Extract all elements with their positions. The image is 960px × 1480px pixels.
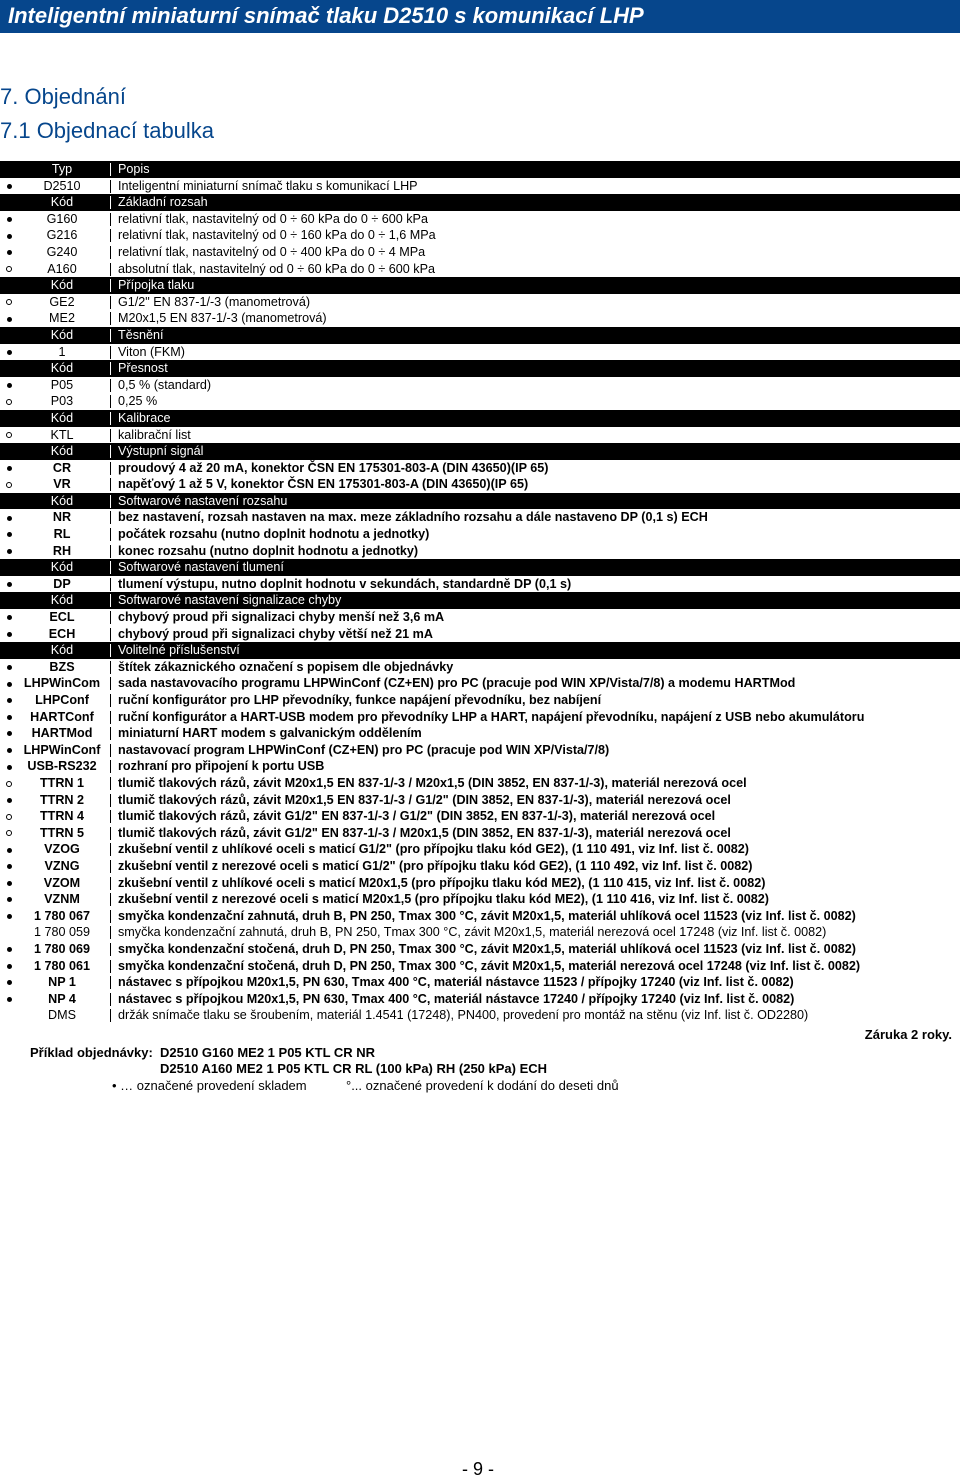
in-stock-bullet-icon (4, 875, 14, 892)
column-separator (110, 677, 111, 690)
column-separator (110, 545, 111, 558)
row-description: Softwarové nastavení rozsahu (118, 493, 288, 508)
row-description: nástavec s přípojkou M20x1,5, PN 630, Tmax 400 °C, materiál nástavce 17240 / přípojky 17240 (viz Inf. list č. 0082) (118, 991, 795, 1006)
row-description: miniaturní HART modem s galvanickým oddělením (118, 726, 422, 741)
row-description: chybový proud při signalizaci chyby větší než 21 mA (118, 626, 433, 641)
row-code: 1 780 059 (33, 925, 91, 940)
table-row (0, 526, 960, 543)
column-separator (110, 296, 111, 309)
order-example-1: D2510 G160 ME2 1 P05 KTL CR NR (160, 1045, 376, 1060)
table-row (0, 675, 960, 692)
row-description: Přípojka tlaku (118, 278, 195, 293)
table-row (0, 875, 960, 892)
row-code: VZOG (44, 842, 80, 857)
warranty-note: Záruka 2 roky. (864, 1027, 952, 1042)
in-stock-bullet-icon (4, 526, 14, 543)
table-row (0, 476, 960, 493)
ten-day-ring-icon (4, 476, 14, 493)
in-stock-bullet-icon (4, 792, 14, 809)
table-row (0, 858, 960, 875)
table-row (0, 709, 960, 726)
row-description: zkušební ventil z uhlíkové oceli s maticí M20x1,5 (pro přípojku tlaku kód ME2), (1 110 415, viz Inf. list č. 0082) (118, 875, 766, 890)
row-code: Typ (51, 162, 73, 176)
in-stock-bullet-icon (4, 941, 14, 958)
in-stock-bullet-icon (4, 841, 14, 858)
table-row (0, 908, 960, 925)
row-code: Kód (50, 560, 74, 575)
row-code: BZS (49, 659, 75, 674)
row-code: P03 (50, 394, 74, 409)
in-stock-bullet-icon (4, 709, 14, 726)
table-section-header (0, 642, 960, 659)
column-separator (110, 794, 111, 807)
row-code: 1 (58, 344, 66, 359)
row-description: absolutní tlak, nastavitelný od 0 ÷ 60 kPa do 0 ÷ 600 kPa (118, 261, 435, 276)
table-section-header (0, 327, 960, 344)
table-row (0, 261, 960, 278)
row-code: Kód (50, 444, 74, 459)
in-stock-bullet-icon (4, 858, 14, 875)
table-row (0, 294, 960, 311)
column-separator (110, 1009, 111, 1022)
row-description: Viton (FKM) (118, 344, 185, 359)
table-row (0, 692, 960, 709)
row-code: Kód (50, 593, 74, 608)
row-description: sada nastavovacího programu LHPWinConf (CZ+EN) pro PC (pracuje pod WIN XP/Vista/7/8) a modemu HARTMod (118, 676, 796, 691)
legend-ten-days: °... označené provedení k dodání do deseti dnů (346, 1078, 619, 1093)
order-example-2: D2510 A160 ME2 1 P05 KTL CR RL (100 kPa) RH (250 kPa) ECH (160, 1061, 548, 1076)
column-separator (110, 196, 111, 209)
table-row (0, 543, 960, 560)
row-description: 0,25 % (118, 394, 158, 409)
row-description: Softwarové nastavení tlumení (118, 560, 284, 575)
column-separator (110, 777, 111, 790)
row-code: 1 780 067 (33, 908, 91, 923)
column-separator (110, 860, 111, 873)
row-description: počátek rozsahu (nutno doplnit hodnotu a jednotky) (118, 527, 430, 542)
table-row (0, 758, 960, 775)
row-description: tlumení výstupu, nutno doplnit hodnotu v sekundách, standardně DP (0,1 s) (118, 576, 572, 591)
row-code: TTRN 4 (39, 809, 85, 824)
table-row (0, 659, 960, 676)
in-stock-bullet-icon (4, 576, 14, 593)
row-description: tlumič tlakových rázů, závit M20x1,5 EN 837-1/-3 / M20x1,5 (DIN 3852, EN 837-1/-3), materiál nerezová ocel (118, 775, 747, 790)
in-stock-bullet-icon (4, 675, 14, 692)
column-separator (110, 478, 111, 491)
row-description: kalibrační list (118, 427, 191, 442)
row-code: USB-RS232 (27, 759, 97, 774)
table-row (0, 460, 960, 477)
in-stock-bullet-icon (4, 344, 14, 361)
row-code: KTL (50, 427, 74, 442)
column-separator (110, 628, 111, 641)
row-code: RL (53, 527, 71, 542)
row-code: G240 (46, 244, 78, 259)
row-description: bez nastavení, rozsah nastaven na max. meze základního rozsahu a dále nastaveno DP (0,1 s) ECH (118, 510, 708, 525)
row-description: M20x1,5 EN 837-1/-3 (manometrová) (118, 311, 327, 326)
row-code: RH (52, 543, 72, 558)
row-description: Základní rozsah (118, 195, 208, 210)
in-stock-bullet-icon (4, 227, 14, 244)
row-description: Přesnost (118, 361, 168, 376)
column-separator (110, 843, 111, 856)
row-description: chybový proud při signalizaci chyby menší než 3,6 mA (118, 610, 445, 625)
ten-day-ring-icon (4, 427, 14, 444)
in-stock-bullet-icon (4, 742, 14, 759)
row-description: zkušební ventil z nerezové oceli s maticí G1/2" (pro přípojku tlaku kód GE2), (1 110 492, viz Inf. list č. 0082) (118, 858, 753, 873)
document-title: Inteligentní miniaturní snímač tlaku D2510 s komunikací LHP (8, 3, 644, 28)
row-code: VZNM (44, 892, 80, 907)
row-code: Kód (50, 410, 74, 425)
row-description: Softwarové nastavení signalizace chyby (118, 593, 342, 608)
column-separator (110, 943, 111, 956)
column-separator (110, 312, 111, 325)
row-code: HARTConf (30, 709, 94, 724)
in-stock-bullet-icon (4, 460, 14, 477)
column-separator (110, 495, 111, 508)
column-separator (110, 727, 111, 740)
in-stock-bullet-icon (4, 609, 14, 626)
row-code: D2510 (43, 178, 81, 193)
row-description: relativní tlak, nastavitelný od 0 ÷ 160 kPa do 0 ÷ 1,6 MPa (118, 228, 436, 243)
subsection-title: 7.1 Objednací tabulka (0, 118, 215, 143)
table-row (0, 924, 960, 941)
row-description: tlumič tlakových rázů, závit G1/2" EN 837-1/-3 / M20x1,5 (DIN 3852, EN 837-1/-3), materiál nerezová ocel (118, 825, 731, 840)
column-separator (110, 279, 111, 292)
row-description: ruční konfigurátor a HART-USB modem pro převodníky LHP a HART, napájení převodníku, napájení z USB nebo akumulátoru (118, 709, 865, 724)
table-row (0, 742, 960, 759)
in-stock-bullet-icon (4, 692, 14, 709)
in-stock-bullet-icon (4, 974, 14, 991)
table-section-header (0, 360, 960, 377)
table-row (0, 427, 960, 444)
row-description: Inteligentní miniaturní snímač tlaku s komunikací LHP (118, 178, 418, 193)
column-separator (110, 827, 111, 840)
table-row (0, 509, 960, 526)
ten-day-ring-icon (4, 261, 14, 278)
row-description: smyčka kondenzační stočená, druh D, PN 250, Tmax 300 °C, závit M20x1,5, materiál uhlíková ocel 11523 (viz Inf. list č. 0082) (118, 941, 856, 956)
in-stock-bullet-icon (4, 891, 14, 908)
column-separator (110, 429, 111, 442)
row-description: nástavec s přípojkou M20x1,5, PN 630, Tmax 400 °C, materiál nástavce 11523 / přípojky 17240 (viz Inf. list č. 0082) (118, 975, 794, 990)
table-row (0, 626, 960, 643)
in-stock-bullet-icon (4, 211, 14, 228)
row-description: držák snímače tlaku se šroubením, materiál 1.4541 (17248), PN400, provedení pro montáž na stěnu (viz Inf. list č. OD2280) (118, 1008, 809, 1023)
row-code: Kód (50, 643, 74, 658)
row-description: zkušební ventil z uhlíkové oceli s maticí G1/2" (pro přípojku tlaku kód GE2), (1 110 491, viz Inf. list č. 0082) (118, 842, 749, 857)
column-separator (110, 379, 111, 392)
row-code: CR (52, 460, 72, 475)
row-code: VZNG (44, 858, 80, 873)
table-section-header (0, 493, 960, 510)
column-separator (110, 644, 111, 657)
row-description: relativní tlak, nastavitelný od 0 ÷ 60 kPa do 0 ÷ 600 kPa (118, 211, 428, 226)
row-description: napěťový 1 až 5 V, konektor ČSN EN 175301-803-A (DIN 43650)(IP 65) (118, 477, 529, 492)
table-row (0, 808, 960, 825)
table-row (0, 958, 960, 975)
row-description: proudový 4 až 20 mA, konektor ČSN EN 175301-803-A (DIN 43650)(IP 65) (118, 460, 549, 475)
column-separator (110, 395, 111, 408)
table-row (0, 825, 960, 842)
table-row (0, 1007, 960, 1024)
table-section-header (0, 559, 960, 576)
table-section-header (0, 194, 960, 211)
column-separator (110, 594, 111, 607)
row-code: NP 1 (48, 975, 76, 990)
row-code: HARTMod (31, 726, 93, 741)
table-section-header (0, 277, 960, 294)
row-code: 1 780 069 (33, 941, 91, 956)
table-row (0, 841, 960, 858)
table-row (0, 792, 960, 809)
column-separator (110, 926, 111, 939)
column-separator (110, 412, 111, 425)
column-separator (110, 694, 111, 707)
row-description: štítek zákaznického označení s popisem dle objednávky (118, 659, 454, 674)
column-separator (110, 462, 111, 475)
row-description: tlumič tlakových rázů, závit M20x1,5 EN 837-1/-3 / G1/2" (DIN 3852, EN 837-1/-3), materiál nerezová ocel (118, 792, 731, 807)
row-code: TTRN 1 (39, 775, 85, 790)
column-separator (110, 528, 111, 541)
header-bar (0, 0, 960, 33)
table-row (0, 609, 960, 626)
row-description: smyčka kondenzační stočená, druh D, PN 250, Tmax 300 °C, závit M20x1,5, materiál nerezová ocel 17248 (viz Inf. list č. 0082) (118, 958, 861, 973)
column-separator (110, 993, 111, 1006)
row-code: LHPWinCom (23, 676, 101, 691)
ten-day-ring-icon (4, 825, 14, 842)
row-code: ECL (49, 610, 75, 625)
row-code: DP (53, 576, 71, 591)
in-stock-bullet-icon (4, 725, 14, 742)
column-separator (110, 893, 111, 906)
ten-day-ring-icon (4, 775, 14, 792)
table-row (0, 211, 960, 228)
row-description: nastavovací program LHPWinConf (CZ+EN) pro PC (pracuje pod WIN XP/Vista/7/8) (118, 742, 610, 757)
column-separator (110, 362, 111, 375)
column-separator (110, 445, 111, 458)
column-separator (110, 263, 111, 276)
table-section-header (0, 592, 960, 609)
table-row (0, 227, 960, 244)
column-separator (110, 910, 111, 923)
row-code: Kód (50, 278, 74, 293)
in-stock-bullet-icon (4, 244, 14, 261)
row-description: smyčka kondenzační zahnutá, druh B, PN 250, Tmax 300 °C, závit M20x1,5, materiál uhlíková ocel 11523 (viz Inf. list č. 0082) (118, 908, 856, 923)
row-description: smyčka kondenzační zahnutá, druh B, PN 250, Tmax 300 °C, závit M20x1,5, materiál nerezová ocel 17248 (viz Inf. list č. 0082) (118, 925, 827, 940)
row-code: TTRN 5 (39, 825, 85, 840)
row-code: LHPWinConf (23, 742, 101, 757)
in-stock-bullet-icon (4, 991, 14, 1008)
row-description: zkušební ventil z nerezové oceli s maticí M20x1,5 (pro přípojku tlaku kód ME2), (1 110 416, viz Inf. list č. 0082) (118, 892, 769, 907)
row-description: ruční konfigurátor pro LHP převodníky, funkce napájení převodníku, bez nabíjení (118, 693, 602, 707)
column-separator (110, 246, 111, 259)
ten-day-ring-icon (4, 393, 14, 410)
column-separator (110, 877, 111, 890)
table-row (0, 725, 960, 742)
table-row (0, 891, 960, 908)
table-row (0, 377, 960, 394)
row-description: Popis (118, 162, 150, 176)
row-description: tlumič tlakových rázů, závit G1/2" EN 837-1/-3 / G1/2" (DIN 3852, EN 837-1/-3), materiál nerezová ocel (118, 809, 716, 824)
row-code: Kód (50, 361, 74, 376)
row-code: ME2 (49, 311, 75, 326)
row-code: LHPConf (35, 693, 89, 707)
row-code: VR (53, 477, 71, 492)
column-separator (110, 561, 111, 574)
row-code: TTRN 2 (39, 792, 85, 807)
row-code: Kód (50, 195, 74, 210)
table-row (0, 178, 960, 195)
table-row (0, 393, 960, 410)
in-stock-bullet-icon (4, 659, 14, 676)
column-separator (110, 611, 111, 624)
column-separator (110, 711, 111, 724)
row-code: G216 (46, 228, 78, 243)
page-number: - 9 - (462, 1459, 495, 1479)
column-separator (110, 976, 111, 989)
row-description: G1/2" EN 837-1/-3 (manometrová) (118, 294, 311, 309)
row-code: DMS (48, 1008, 76, 1023)
in-stock-bullet-icon (4, 543, 14, 560)
table-section-header (0, 161, 960, 178)
row-description: Těsnění (118, 327, 164, 342)
column-separator (110, 163, 111, 176)
in-stock-bullet-icon (4, 509, 14, 526)
row-code: NP 4 (48, 991, 76, 1006)
table-row (0, 576, 960, 593)
row-description: Kalibrace (118, 410, 171, 425)
row-description: rozhraní pro připojení k portu USB (118, 759, 325, 774)
table-row (0, 991, 960, 1008)
column-separator (110, 744, 111, 757)
table-row (0, 310, 960, 327)
row-code: ECH (48, 626, 76, 641)
order-example-label: Příklad objednávky: (30, 1045, 153, 1060)
row-code: 1 780 061 (33, 958, 91, 973)
column-separator (110, 578, 111, 591)
row-code: Kód (50, 493, 74, 508)
column-separator (110, 346, 111, 359)
row-description: konec rozsahu (nutno doplnit hodnotu a jednotky) (118, 543, 419, 558)
in-stock-bullet-icon (4, 958, 14, 975)
row-description: Výstupní signál (118, 444, 204, 459)
column-separator (110, 511, 111, 524)
row-description: relativní tlak, nastavitelný od 0 ÷ 400 kPa do 0 ÷ 4 MPa (118, 244, 426, 259)
column-separator (110, 180, 111, 193)
table-section-header (0, 443, 960, 460)
in-stock-bullet-icon (4, 377, 14, 394)
table-row (0, 775, 960, 792)
in-stock-bullet-icon (4, 908, 14, 925)
row-code: VZOM (43, 875, 81, 890)
row-code: GE2 (49, 294, 75, 309)
in-stock-bullet-icon (4, 626, 14, 643)
column-separator (110, 213, 111, 226)
row-code: Kód (50, 327, 74, 342)
row-code: A160 (47, 261, 77, 276)
row-code: P05 (50, 377, 74, 392)
column-separator (110, 229, 111, 242)
row-code: G160 (46, 211, 78, 226)
in-stock-bullet-icon (4, 310, 14, 327)
column-separator (110, 760, 111, 773)
ten-day-ring-icon (4, 294, 14, 311)
row-description: 0,5 % (standard) (118, 377, 212, 392)
table-row (0, 941, 960, 958)
in-stock-bullet-icon (4, 178, 14, 195)
ten-day-ring-icon (4, 808, 14, 825)
column-separator (110, 661, 111, 674)
section-title: 7. Objednání (0, 84, 126, 109)
order-table (0, 161, 960, 1024)
table-row (0, 244, 960, 261)
table-row (0, 344, 960, 361)
table-row (0, 974, 960, 991)
in-stock-bullet-icon (4, 758, 14, 775)
column-separator (110, 810, 111, 823)
column-separator (110, 960, 111, 973)
legend-stock: • … označené provedení skladem (112, 1078, 307, 1093)
column-separator (110, 329, 111, 342)
row-code: NR (52, 510, 72, 525)
table-section-header (0, 410, 960, 427)
row-description: Volitelné příslušenství (118, 643, 240, 658)
